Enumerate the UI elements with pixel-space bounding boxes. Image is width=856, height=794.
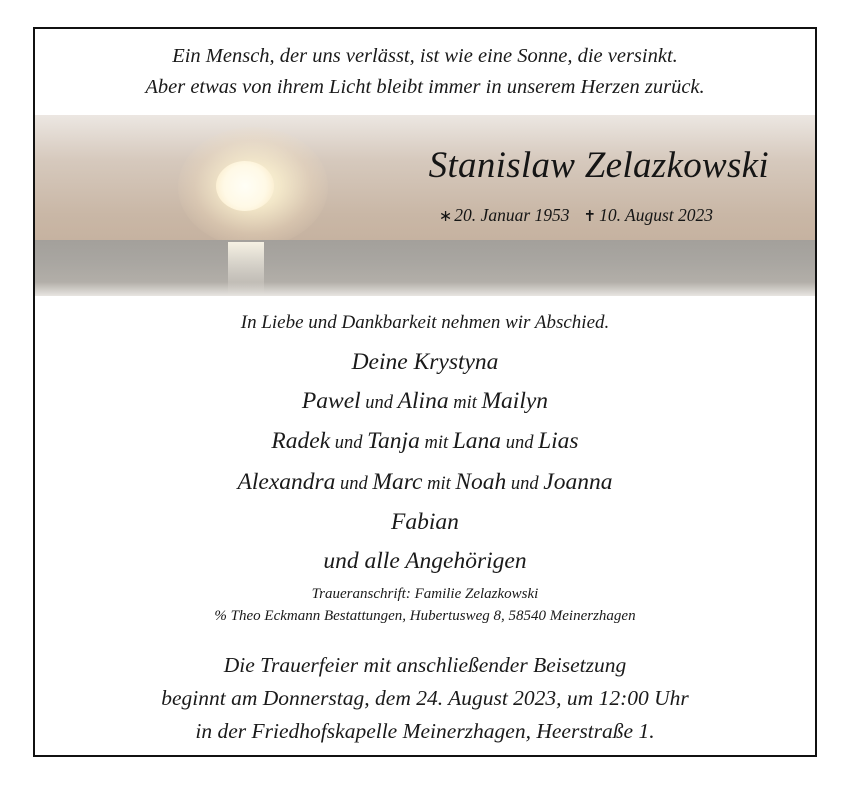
deceased-name: Stanislaw Zelazkowski: [428, 145, 769, 186]
ceremony-line-3: in der Friedhofskapelle Meinerzhagen, Heerstraße 1.: [195, 719, 655, 743]
sea-horizon: [35, 240, 815, 296]
mourner-name: Lias: [538, 428, 579, 454]
mourner-name: Radek: [271, 428, 331, 454]
mourner-name: Alexandra: [237, 468, 336, 495]
life-dates: [439, 205, 713, 226]
mourner-line-3: [35, 422, 815, 463]
connector-word: mit: [448, 392, 482, 413]
sunset-banner-image: [35, 115, 815, 296]
mourner-name: Tanja: [367, 428, 420, 454]
ceremony-line-1: Die Trauerfeier mit anschließender Beisetzung: [223, 653, 627, 677]
connector-word: und: [501, 433, 539, 453]
birth-star-icon: ∗: [438, 208, 453, 225]
mourner-name: Joanna: [543, 468, 613, 495]
mourner-line-5: Fabian: [391, 509, 459, 535]
address-line-1: Traueranschrift: Familie Zelazkowski: [311, 586, 539, 602]
connector-word: und: [360, 392, 398, 413]
mourner-name: Noah: [455, 468, 507, 495]
mourning-address: [35, 583, 815, 627]
mourner-name: Pawel: [301, 387, 361, 414]
death-cross-icon: ✝: [583, 209, 597, 225]
funeral-ceremony-info: [35, 649, 815, 748]
mourner-line-4: [35, 463, 815, 504]
birth-date: 20. Januar 1953: [454, 205, 570, 225]
ceremony-line-2: beginnt am Donnerstag, dem 24. August 2023, um 12:00 Uhr: [161, 686, 689, 710]
sun-reflection: [228, 242, 264, 294]
obituary-frame: [33, 27, 817, 757]
mourner-line-2: [35, 382, 815, 423]
farewell-text: In Liebe und Dankbarkeit nehmen wir Abschied.: [240, 312, 610, 333]
mourners-list: [35, 343, 815, 580]
connector-word: und: [335, 473, 373, 494]
mourner-line-6: und alle Angehörigen: [323, 547, 527, 574]
mourner-name: Marc: [372, 468, 423, 495]
connector-word: mit: [422, 473, 456, 494]
mourner-name: Mailyn: [481, 387, 549, 414]
connector-word: und: [506, 473, 544, 494]
mourner-line-1: Deine Krystyna: [351, 349, 499, 375]
address-line-2: % Theo Eckmann Bestattungen, Hubertusweg 8, 58540 Meinerzhagen: [214, 608, 636, 624]
mourner-name: Alina: [397, 387, 449, 414]
connector-word: mit: [419, 433, 453, 453]
quote-line-1: Ein Mensch, der uns verlässt, ist wie eine Sonne, die versinkt.: [172, 45, 678, 67]
memorial-quote: [35, 41, 815, 103]
quote-line-2: Aber etwas von ihrem Licht bleibt immer in unserem Herzen zurück.: [145, 76, 705, 98]
mourner-name: Lana: [452, 428, 502, 454]
death-date: 10. August 2023: [599, 205, 713, 225]
connector-word: und: [330, 433, 368, 453]
